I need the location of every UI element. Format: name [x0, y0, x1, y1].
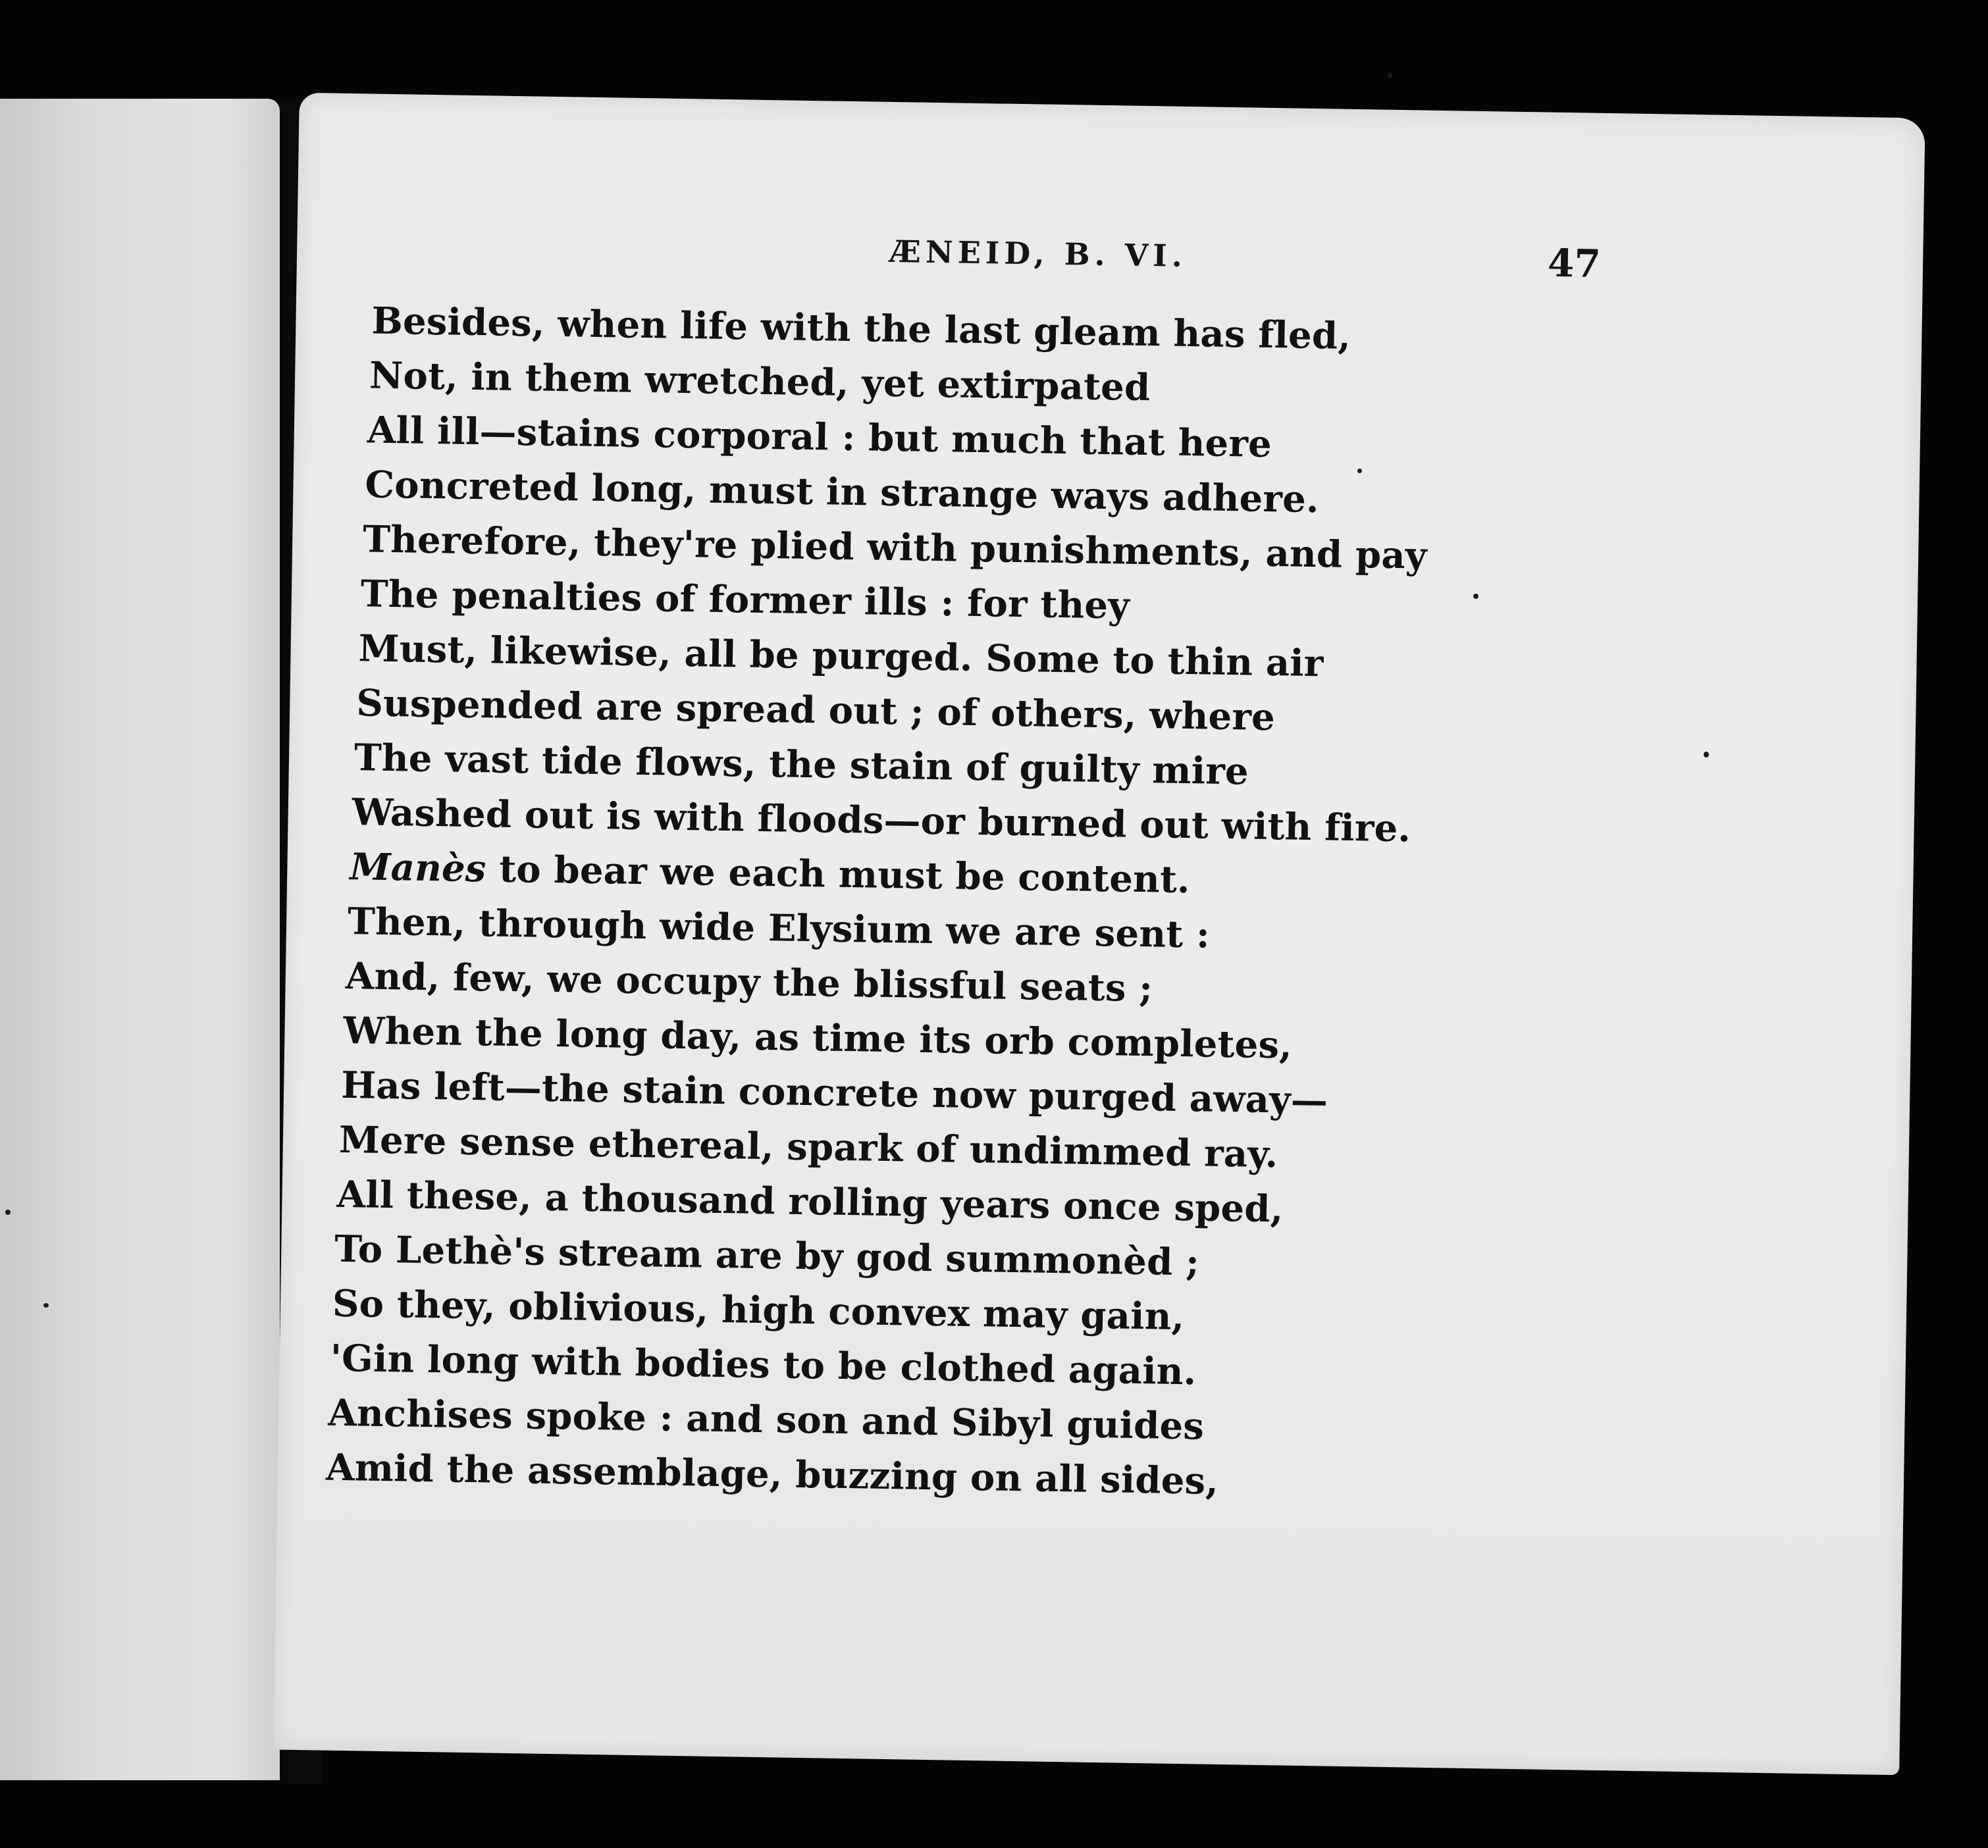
verse-line-text: Then, through wide Elysium we are sent :: [347, 900, 1211, 957]
scan-speck: [43, 1303, 49, 1308]
verse-line-italic-word: Manès: [349, 845, 487, 891]
verse-line-text: Must, likewise, all be purged. Some to thin air: [358, 627, 1324, 686]
verse-line: [338, 1117, 1278, 1177]
verse-line-text: The penalties of former ills : for they: [360, 572, 1130, 628]
verse-line: [358, 627, 1324, 686]
verse-line-text: Mere sense ethereal, spark of undimmed ray.: [338, 1117, 1278, 1177]
facing-page-left: [0, 99, 280, 1780]
verse-line-text: When the long day, as time its orb completes,: [343, 1008, 1293, 1067]
verse-line: [355, 681, 1276, 740]
page-number: 47: [1547, 240, 1602, 286]
verse-line-text: All ill—stains corporal : but much that here: [367, 408, 1272, 467]
verse-line: [336, 1172, 1284, 1231]
verse-line: [334, 1229, 1200, 1283]
verse-line: [332, 1281, 1185, 1339]
verse-line: [348, 902, 1211, 955]
verse-line-text: Besides, when life with the last gleam has fled,: [371, 299, 1351, 358]
verse-line: [365, 463, 1320, 522]
verse-line-text: Washed out is with floods—or burned out with fire.: [352, 790, 1411, 851]
verse-line: [341, 1065, 1328, 1121]
verse-line: [330, 1336, 1197, 1394]
running-head: ÆNEID, B. VI.: [889, 233, 1188, 274]
verse-line-text: So they, oblivious, high convex may gain,: [332, 1281, 1185, 1339]
verse-line-text: All these, a thousand rolling years once sped,: [336, 1172, 1284, 1231]
book-page: [273, 93, 1925, 1775]
verse-line-text: 'Gin long with bodies to be clothed again.: [330, 1336, 1197, 1394]
verse-line-text: Amid the assemblage, buzzing on all sides,: [325, 1445, 1219, 1503]
verse-line-text: Concreted long, must in strange ways adhere.: [365, 463, 1320, 522]
verse-line: [352, 790, 1411, 851]
verse-line: [369, 353, 1151, 410]
verse-line: [350, 847, 1190, 900]
verse-line: [345, 954, 1153, 1011]
verse-line-text: Therefore, they're plied with punishments, and pay: [362, 517, 1428, 578]
verse-line: [328, 1393, 1205, 1447]
scan-speck: [1473, 594, 1478, 599]
verse-line: [367, 408, 1272, 467]
verse-line-text: The vast tide flows, the stain of guilty mire: [353, 736, 1249, 794]
verse-line: [353, 736, 1249, 794]
verse-line: [362, 517, 1428, 578]
verse-line: [360, 572, 1130, 628]
scan-speck: [1388, 72, 1392, 78]
scan-speck: [1704, 752, 1709, 757]
verse-line-text: And, few, we occupy the blissful seats ;: [345, 954, 1153, 1011]
verse-line-text: Not, in them wretched, yet extirpated: [369, 353, 1151, 410]
verse-line-text: Has left—the stain concrete now purged away—: [340, 1063, 1328, 1123]
scan-speck: [5, 1210, 11, 1215]
scan-speck: [1357, 469, 1362, 473]
verse-line-text: To Lethè's stream are by god summonèd ;: [334, 1227, 1200, 1285]
verse-line-text: Suspended are spread out ; of others, where: [355, 681, 1276, 740]
verse-line: [371, 301, 1351, 356]
verse-line-text: to bear we each must be content.: [486, 847, 1191, 902]
verse-line: [343, 1008, 1293, 1067]
verse-line: [325, 1445, 1219, 1503]
verse-line-text: Anchises spoke : and son and Sibyl guides: [327, 1391, 1205, 1449]
